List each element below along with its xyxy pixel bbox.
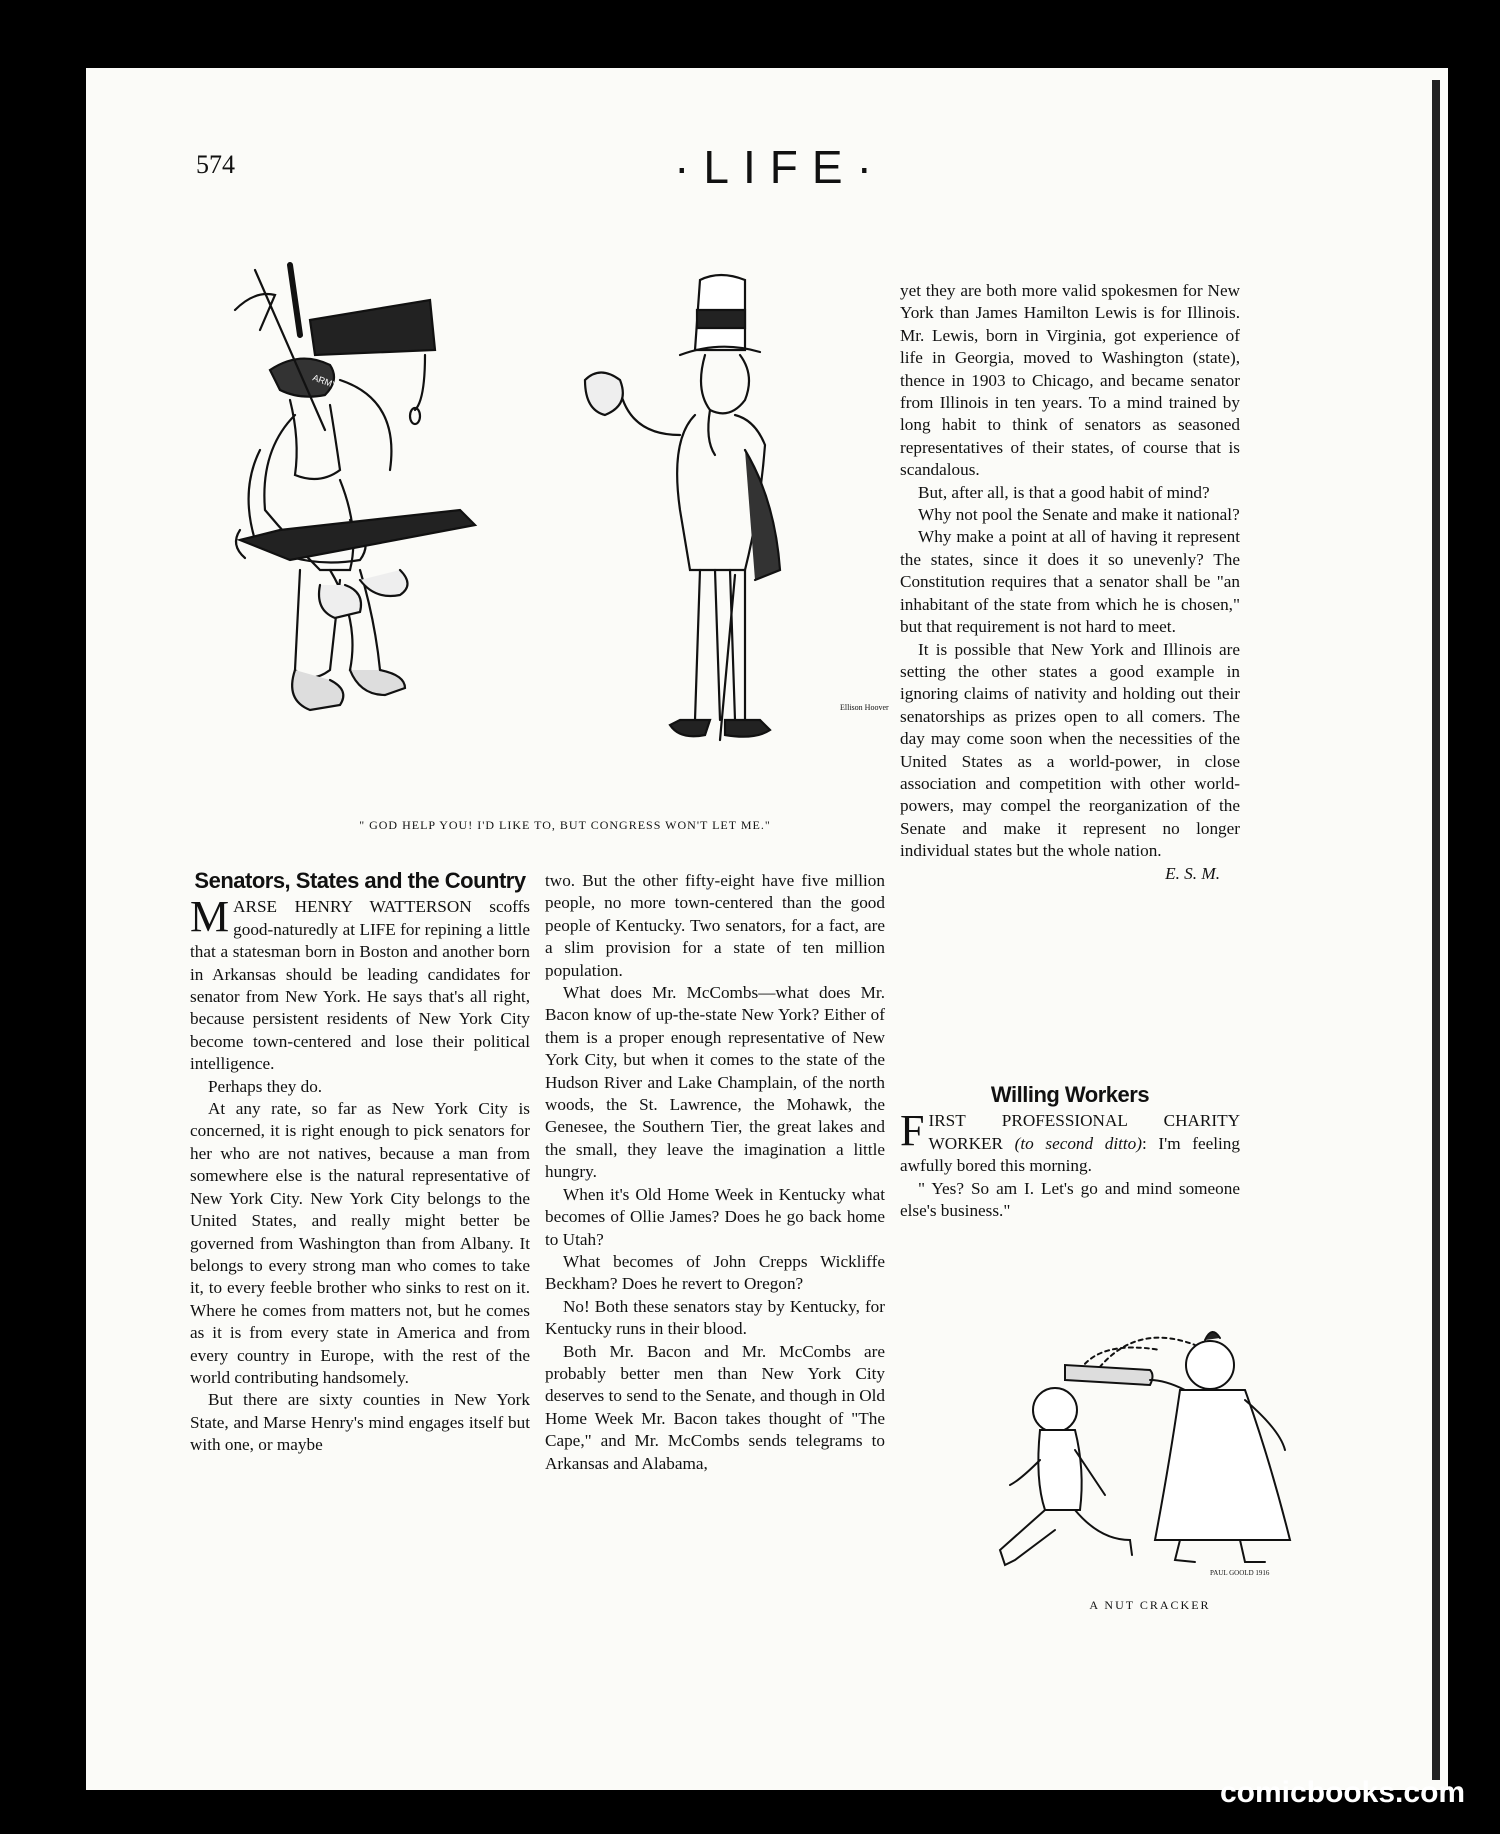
- article2-dropcap: F: [900, 1106, 925, 1156]
- cartoon1-caption: " GOD HELP YOU! I'D LIKE TO, BUT CONGRESS WON'T LET ME.": [359, 818, 771, 832]
- article2-headline: Willing Workers: [990, 1082, 1150, 1107]
- cartoon-uncle-sam-and-soldier: [200, 240, 930, 800]
- article1-col3-paragraph-1: yet they are both more valid spokesmen for New York than James Hamilton Lewis is for Illinois. Mr. Lewis, born in Virginia, got experience of life in Georgia, moved to Washington (state), thence in 1903 to Chicago, and became senator from Illinois in ten years. To a mind trained by long habit to think of senators as seasoned representatives of their states, of course that is scandalous.: [900, 281, 1240, 480]
- article1-paragraph-1: [190, 892, 530, 1075]
- watermark: comicbooks.com: [1220, 1776, 1466, 1809]
- article2: [900, 1084, 1240, 1222]
- page-number: 574: [196, 150, 235, 179]
- article1-column2: [545, 870, 885, 1475]
- article2-paragraph-2: " Yes? So am I. Let's go and mind someone else's business.": [900, 1178, 1240, 1221]
- article1-headline: Senators, States and the Country: [194, 868, 526, 893]
- next-page-edge: [1432, 80, 1440, 1780]
- article2-paragraph-1: [900, 1106, 1240, 1177]
- article1-col3-paragraph-2: But, after all, is that a good habit of mind?: [918, 482, 1210, 502]
- cartoon2-caption: A NUT CRACKER: [1089, 1598, 1211, 1612]
- article1-paragraph-2: Perhaps they do.: [208, 1076, 323, 1096]
- article1-col2-paragraph-1: two. But the other fifty-eight have five million people, no more town-centered than the good people of Kentucky. Two senators, for a fact, are a slim provision for a state of ten million population.: [545, 871, 885, 980]
- article1-col2-paragraph-5: No! Both these senators stay by Kentucky, for Kentucky runs in their blood.: [545, 1296, 885, 1339]
- article2-lead: IRST PROFESSIONAL CHARITY WORKER: [928, 1111, 1240, 1153]
- article1-paragraph-3: At any rate, so far as New York City is concerned, it is right enough to pick senators for her who are not natives, because a man from somewhere else is the natural representative of New York City. New York City belongs to the United States, and really might better be governed from Washington than from Albany. It belongs to every strong man who comes to take it, to every feeble brother who sinks to rest on it. Where he comes from matters not, but he comes as it is from every state in America and from every country in Europe, with the rest of the world contributing handsomely.: [190, 1099, 530, 1387]
- article1-signature: E. S. M.: [1165, 863, 1220, 883]
- soldier-figure: [235, 265, 475, 710]
- article2-rest: : I'm feeling awfully bored this morning.: [900, 1133, 1240, 1176]
- article2-stage-direction: (to second ditto): [1014, 1133, 1142, 1153]
- masthead: ·LIFE·: [674, 141, 886, 193]
- uncle-sam-figure: [585, 275, 780, 740]
- article1-col3-paragraph-4: Why make a point at all of having it represent the states, since it does it so unevenly? The Constitution requires that a senator shall be "an inhabitant of the state from which he is chosen," but that requirement is not hard to meet.: [900, 527, 1240, 637]
- article1-col2-paragraph-3: When it's Old Home Week in Kentucky what becomes of Ollie James? Does he go back home to Utah?: [545, 1184, 885, 1249]
- article1-col3-paragraph-3: Why not pool the Senate and make it national?: [918, 505, 1240, 525]
- article1-paragraph-4: But there are sixty counties in New York State, and Marse Henry's mind engages itself but with one, or maybe: [190, 1390, 530, 1455]
- article1-dropcap: M: [190, 892, 230, 942]
- article1-column3: [900, 280, 1240, 885]
- article1-col3-paragraph-5: It is possible that New York and Illinois are setting the other states a good example in ignoring claims of nativity and holding out their senatorships as prizes open to all comers. The day may come soon when the necessities of the United States as a world-power, in close association and competition with other world-powers, may compel the reorganization of the Senate and make it represent no longer individual states but the whole nation.: [900, 639, 1240, 861]
- article1-col2-paragraph-4: What becomes of John Crepps Wickliffe Beckham? Does he revert to Oregon?: [545, 1251, 885, 1294]
- cartoon1-army-label: ARMY: [311, 372, 340, 391]
- cartoon-nut-cracker: [980, 1280, 1320, 1590]
- cartoon2-artist-signature: PAUL GOOLD 1916: [1210, 1569, 1270, 1577]
- article1-col2-paragraph-6: Both Mr. Bacon and Mr. McCombs are probably better men than New York City deserves to send to the Senate, and though in Old Home Week Mr. Bacon takes thought of "The Cape," and Mr. McCombs sends telegrams to Arkansas and Alabama,: [545, 1341, 885, 1473]
- cartoon1-artist-signature: Ellison Hoover: [840, 703, 889, 712]
- article1-column1: [190, 870, 530, 1457]
- article1-paragraph-1-text: ARSE HENRY WATTERSON scoffs good-naturedly at LIFE for repining a little that a statesman born in Boston and another born in Arkansas should be leading candidates for senator from New York. He says that's all right, because persistent residents of New York City become town-centered and lose their political intelligence.: [190, 897, 530, 1074]
- article1-col2-paragraph-2: What does Mr. McCombs—what does Mr. Bacon know of up-the-state New York? Either of them is a proper enough representative of New York City, but when it comes to the state of the Hudson River and Lake Champlain, of the north woods, the St. Lawrence, the Mohawk, the Genesee, the Southern Tier, the great lakes and the small, they leave the imagination a little hungry.: [545, 983, 885, 1182]
